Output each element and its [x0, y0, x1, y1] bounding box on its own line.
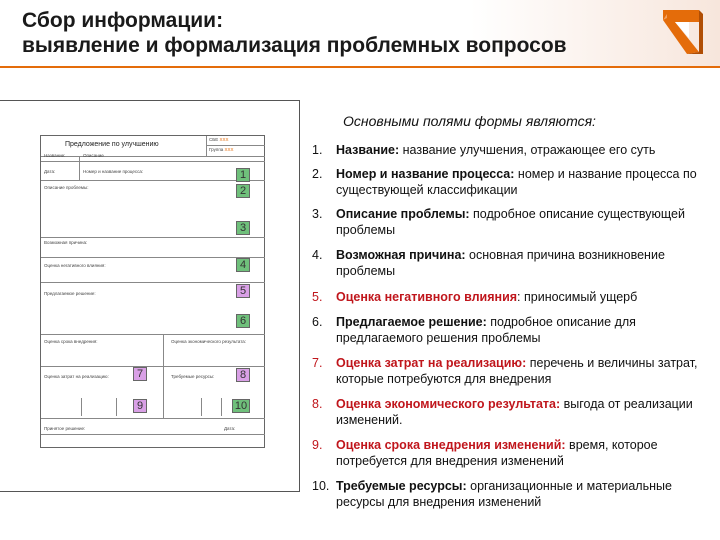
form-line [201, 398, 202, 416]
field-num: 10. [312, 479, 330, 493]
form-lbl-name: Название: [44, 153, 66, 158]
form-line [41, 161, 265, 162]
form-line [163, 334, 164, 418]
field-name: Описание проблемы: [336, 207, 470, 221]
field-desc: перечень и величины затрат, которые потребуются для внедрения [336, 356, 698, 386]
form-lbl-cost: Оценка затрат на реализацию: [44, 374, 109, 379]
form-line [41, 257, 265, 258]
field-num: 9. [312, 438, 323, 452]
form-line [79, 156, 80, 180]
header-divider [0, 66, 720, 68]
form-lbl-cause: Возможная причина: [44, 240, 88, 245]
title-line-2: выявление и формализация проблемных вопросов [22, 34, 567, 57]
field-desc: номер и название процесса по существующей классификации [336, 167, 697, 197]
form-badge-3: 3 [236, 221, 250, 235]
field-num: 3. [312, 207, 323, 221]
field-num: 8. [312, 397, 323, 411]
form-title: Предложение по улучшению [65, 141, 159, 148]
field-desc: название улучшения, отражающее его суть [399, 143, 656, 157]
field-desc: подробное описание для предлагаемого решения проблемы [336, 315, 636, 345]
form-lbl-problem: Описание проблемы: [44, 185, 89, 190]
form-line [41, 434, 265, 435]
field-desc: организационные и материальные ресурсы для внедрения изменений [336, 479, 672, 509]
form-lbl-process: Номер и название процесса: [83, 169, 144, 174]
form-line [81, 398, 82, 416]
frame-bottom-line [0, 491, 300, 492]
form-badge-10: 10 [232, 399, 250, 413]
field-num: 6. [312, 315, 323, 329]
field-desc: время, которое потребуется для внедрения изменений [336, 438, 658, 468]
field-name: Оценка срока внедрения изменений: [336, 438, 566, 452]
form-badge-7: 7 [133, 367, 147, 381]
form-badge-1: 1 [236, 168, 250, 182]
field-desc: основная причина возникновение проблемы [336, 248, 665, 278]
frame-right-line [299, 100, 300, 492]
frame-top-line [0, 100, 300, 101]
field-name: Оценка негативного влияния [336, 290, 518, 304]
form-lbl-decision: Принятое решение: [44, 426, 86, 431]
form-badge-2: 2 [236, 184, 250, 198]
form-lbl-negative: Оценка негативного влияния: [44, 263, 106, 268]
form-line [41, 366, 265, 367]
form-lbl-solution: Предлагаемое решение: [44, 291, 96, 296]
form-badge-6: 6 [236, 314, 250, 328]
form-lbl-time: Оценка срока внедрения: [44, 339, 98, 344]
field-name: Название: [336, 143, 400, 157]
form-line [41, 334, 265, 335]
form-line [41, 156, 265, 157]
field-num: 5. [312, 290, 323, 304]
field-desc: подробное описание существующей проблемы [336, 207, 685, 237]
slide-header [0, 0, 720, 68]
form-lbl-effect: Оценка экономического результата: [171, 339, 247, 344]
form-badge-4: 4 [236, 258, 250, 272]
form-badge-8: 8 [236, 368, 250, 382]
field-name: Возможная причина: [336, 248, 466, 262]
field-name: Оценка затрат на реализацию: [336, 356, 527, 370]
form-badge-5: 5 [236, 284, 250, 298]
form-line [116, 398, 117, 416]
form-line [41, 237, 265, 238]
form-line [221, 398, 222, 416]
impossible-triangle-icon [655, 6, 707, 58]
field-name: Номер и название процесса: [336, 167, 515, 181]
form-lbl-resources: Требуемые ресурсы: [171, 374, 215, 379]
title-line-1: Сбор информации: [22, 9, 224, 32]
field-desc: : приносимый ущерб [517, 290, 638, 304]
form-line [41, 282, 265, 283]
form-lbl-date2: Дата: [224, 426, 236, 431]
form-lbl-name-val: Описание [83, 153, 104, 158]
field-num: 4. [312, 248, 323, 262]
form-lbl-date: Дата: [44, 169, 56, 174]
field-name: Оценка экономического результата: [336, 397, 561, 411]
field-num: 7. [312, 356, 323, 370]
field-num: 2. [312, 167, 323, 181]
field-name: Требуемые ресурсы: [336, 479, 467, 493]
form-badge-9: 9 [133, 399, 147, 413]
form-line [41, 180, 265, 181]
form-hdr-sbe: СБЕ XXX [209, 137, 229, 142]
form-line [206, 145, 265, 146]
fields-list-heading: Основными полями формы являются: [343, 113, 596, 129]
field-desc: выгода от реализации изменений. [336, 397, 693, 427]
field-num: 1. [312, 143, 323, 157]
page-title [22, 8, 567, 58]
field-name: Предлагаемое решение: [336, 315, 487, 329]
form-line [41, 418, 265, 419]
form-hdr-group: Группа XXX [209, 147, 234, 152]
